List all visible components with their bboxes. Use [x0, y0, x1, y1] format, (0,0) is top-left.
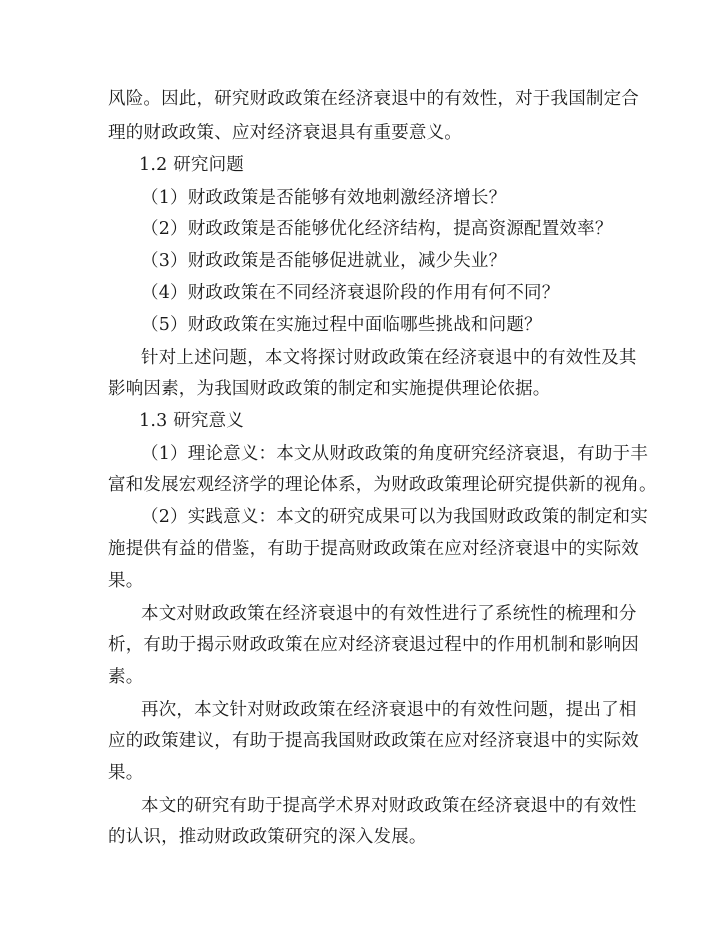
significance-item-1: （1）理论意义：本文从财政政策的角度研究经济衰退，有助于丰: [141, 444, 648, 464]
question-item-4: （4）财政政策在不同经济衰退阶段的作用有何不同？: [141, 283, 560, 303]
paragraph-line: 果。: [108, 763, 144, 783]
section-heading-1-2: 1.2 研究问题: [139, 155, 244, 175]
paragraph-line: 富和发展宏观经济学的理论体系，为财政政策理论研究提供新的视角。: [108, 475, 657, 495]
paragraph-line: 应的政策建议，有助于提高我国财政政策在应对经济衰退中的实际效: [108, 731, 639, 751]
paragraph-line: 析，有助于揭示财政政策在应对经济衰退过程中的作用机制和影响因: [108, 635, 639, 655]
question-item-2: （2）财政政策是否能够优化经济结构，提高资源配置效率？: [141, 219, 613, 239]
paragraph-line: 素。: [108, 667, 144, 687]
section-heading-1-3: 1.3 研究意义: [139, 411, 244, 431]
paragraph-line: 本文对财政政策在经济衰退中的有效性进行了系统性的梳理和分: [141, 604, 637, 624]
paragraph-line: 理的财政政策、应对经济衰退具有重要意义。: [108, 123, 462, 143]
question-item-1: （1）财政政策是否能够有效地刺激经济增长？: [141, 188, 507, 208]
paragraph-line: 果。: [108, 571, 144, 591]
question-item-3: （3）财政政策是否能够促进就业，减少失业？: [141, 251, 507, 271]
paragraph-line: 针对上述问题，本文将探讨财政政策在经济衰退中的有效性及其: [141, 348, 637, 368]
question-item-5: （5）财政政策在实施过程中面临哪些挑战和问题？: [141, 315, 542, 335]
significance-item-2: （2）实践意义：本文的研究成果可以为我国财政政策的制定和实: [141, 507, 648, 527]
paragraph-line: 风险。因此，研究财政政策在经济衰退中的有效性，对于我国制定合: [108, 89, 639, 109]
paragraph-line: 本文的研究有助于提高学术界对财政政策在经济衰退中的有效性: [141, 796, 637, 816]
paragraph-line: 影响因素，为我国财政政策的制定和实施提供理论依据。: [108, 379, 551, 399]
paragraph-line: 再次，本文针对财政政策在经济衰退中的有效性问题，提出了相: [141, 700, 637, 720]
paragraph-line: 的认识，推动财政政策研究的深入发展。: [108, 827, 427, 847]
paragraph-line: 施提供有益的借鉴，有助于提高财政政策在应对经济衰退中的实际效: [108, 539, 639, 559]
